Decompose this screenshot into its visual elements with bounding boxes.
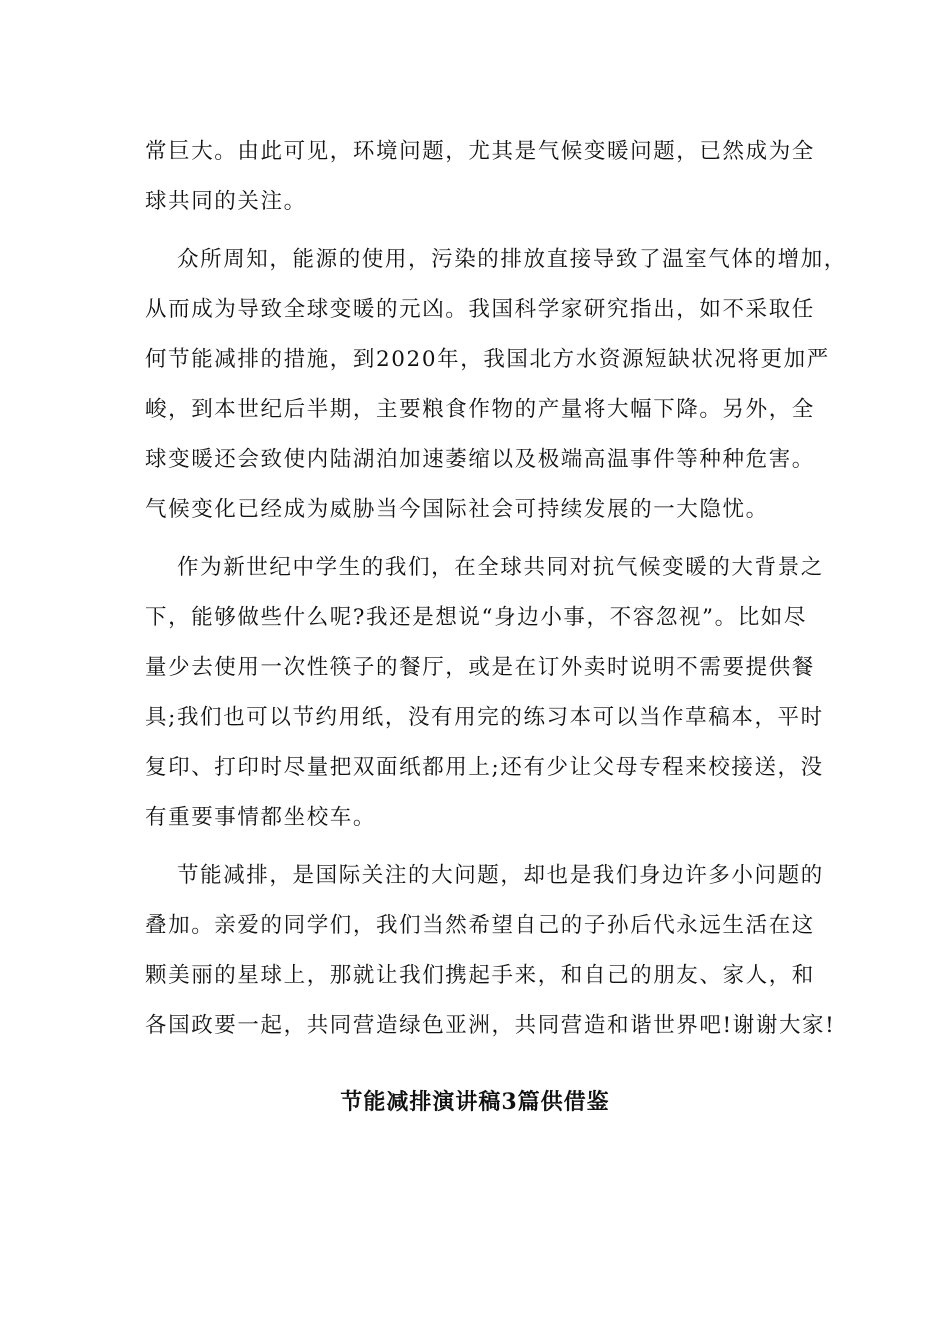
text-line: 常巨大。由此可见，环境问题，尤其是气候变暖问题，已然成为全 [145, 139, 815, 164]
paragraph-4 [145, 861, 836, 1061]
text-line: 球变暖还会致使内陆湖泊加速萎缩以及极端高温事件等种种危害。 [145, 447, 815, 472]
section-heading: 节能减排演讲稿3篇供借鉴 [340, 1089, 610, 1115]
text-line: 众所周知，能源的使用，污染的排放直接导致了温室气体的增加， [177, 247, 847, 272]
text-line: 各国政要一起，共同营造绿色亚洲，共同营造和谐世界吧!谢谢大家! [145, 1013, 836, 1038]
paragraph-1 [145, 137, 815, 237]
text-line: 从而成为导致全球变暖的元凶。我国科学家研究指出，如不采取任 [145, 297, 815, 322]
text-line: 峻，到本世纪后半期，主要粮食作物的产量将大幅下降。另外，全 [145, 397, 815, 422]
text-line: 下，能够做些什么呢?我还是想说“身边小事，不容忽视”。比如尽 [145, 605, 808, 630]
paragraph-3 [145, 553, 824, 853]
text-line: 作为新世纪中学生的我们，在全球共同对抗气候变暖的大背景之 [177, 555, 824, 580]
text-line: 球共同的关注。 [145, 189, 307, 214]
text-line: 有重要事情都坐校车。 [145, 805, 377, 830]
text-line: 气候变化已经成为威胁当今国际社会可持续发展的一大隐忧。 [145, 497, 769, 522]
text-line: 颗美丽的星球上，那就让我们携起手来，和自己的朋友、家人，和 [145, 963, 815, 988]
text-line: 节能减排，是国际关注的大问题，却也是我们身边许多小问题的 [177, 863, 824, 888]
text-line: 量少去使用一次性筷子的餐厅，或是在订外卖时说明不需要提供餐 [145, 655, 815, 680]
paragraph-2 [145, 245, 847, 545]
text-line: 复印、打印时尽量把双面纸都用上;还有少让父母专程来校接送，没 [145, 755, 824, 780]
text-line: 何节能减排的措施，到2020年，我国北方水资源短缺状况将更加严 [145, 347, 830, 372]
text-line: 叠加。亲爱的同学们，我们当然希望自己的子孙后代永远生活在这 [145, 913, 815, 938]
text-line: 具;我们也可以节约用纸，没有用完的练习本可以当作草稿本，平时 [145, 705, 824, 730]
